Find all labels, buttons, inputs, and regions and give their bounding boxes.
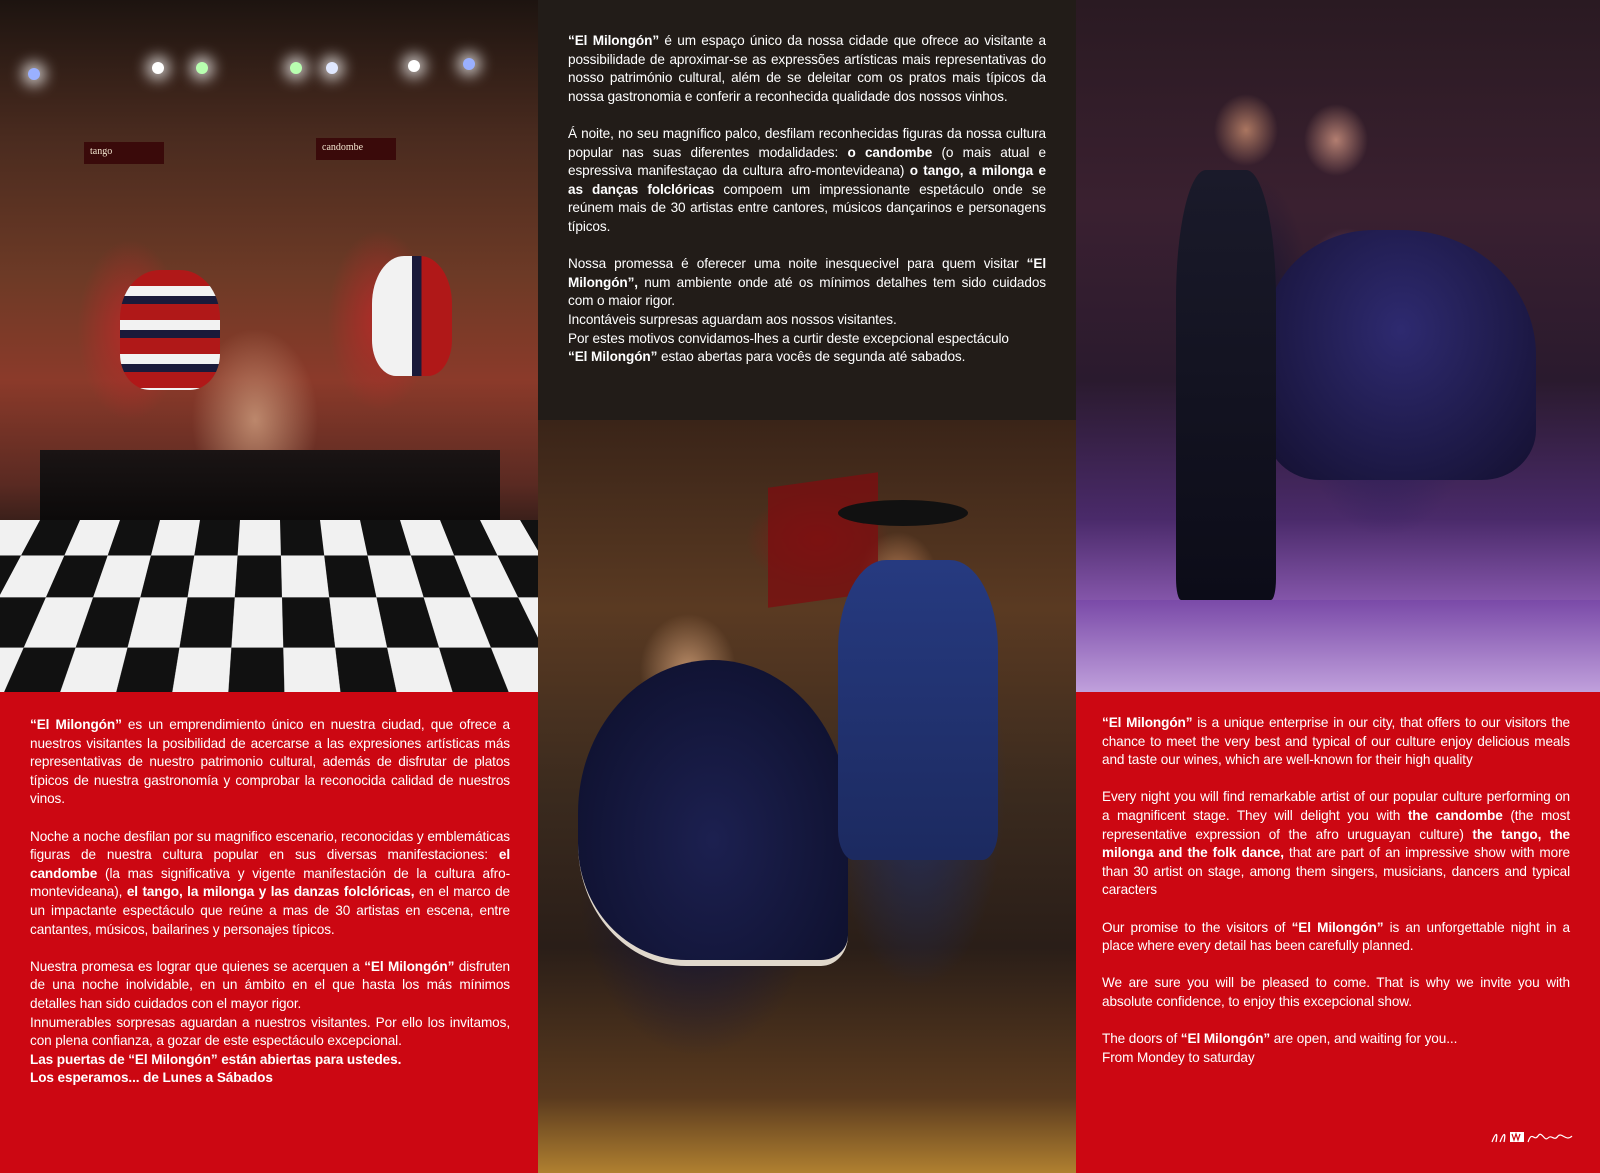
paragraph-text: (the most representative expression of the afro uruguayan culture) [1102, 807, 1571, 842]
brand-name: “El Milongón” [568, 349, 658, 365]
paragraph-text: Á noite, no seu magnífico palco, desfilam reconhecidas figuras da nossa cultura popular nas suas diferentes modalidades: [568, 125, 1046, 160]
paragraph-text: estao abertas para vocês de segunda até sabados. [657, 349, 966, 365]
stage-light [152, 62, 164, 74]
paragraph-text: Innumerables sorpresas aguardan a nuestros visitantes. Por ello los invitamos, con plena confianza, a gozar de este espectáculo excepcional. [30, 1014, 510, 1049]
paragraph-text: disfruten de una noche inolvidable, en un ámbito en el que hasta los más mínimos detalles han sido cuidados con el mayor rigor. [30, 958, 510, 1011]
highlight-text: el tango, la milonga y las danzas folclóricas, [126, 884, 415, 900]
paragraph-text: num ambiente onde até os mínimos detalhes tem sido cuidados com o maior rigor. [568, 274, 1046, 309]
brand-name: “El Milongón” [30, 717, 122, 732]
paragraph-text: en el marco de un impactante espectáculo que reúne a mas de 30 artistas en escena, entre cantantes, músicos, bailarines y personajes típicos. [30, 884, 510, 937]
brand-name: “El Milongón” [364, 958, 455, 974]
tango-dress [1266, 230, 1536, 480]
tango-photo [1076, 0, 1600, 692]
checkered-floor [0, 520, 538, 692]
brand-name: “El Milongón” [1180, 1031, 1271, 1047]
paragraph-text: Por estes motivos convidamos-lhes a curtir deste excepcional espectáculo [568, 330, 1009, 346]
paragraph-text: Every night you will find remarkable artist of our popular culture performing on a magnificent stage. They will delight you with [1102, 789, 1570, 823]
paragraph-text: is a unique enterprise in our city, that offers to our visitors the chance to meet the very best and typical of our culture enjoy delicious meals and taste our wines, which are well-known for their high quality [1102, 715, 1570, 768]
paragraph-text: is an unforgettable night in a place where every detail has been carefully planned. [1102, 919, 1571, 954]
tango-dancer-man [1176, 170, 1276, 600]
brand-name: “El Milongón” [568, 33, 660, 48]
paragraph-text: (la mas significativa y vigente manifestación de la cultura afro-montevideana), [30, 865, 510, 900]
gaucho-dancer [838, 560, 998, 860]
paragraph-text: (o mais atual e espressiva manifestaçao da cultura afro-montevideana) [568, 144, 1047, 179]
stage-light [408, 60, 420, 72]
tango-sign-text: tango [90, 146, 113, 157]
el-milongon-logo [1488, 1126, 1578, 1148]
highlight-text: the candombe [1407, 807, 1503, 823]
highlight-text: the tango, the milonga and the folk dance, [1102, 826, 1570, 861]
stage-light [290, 62, 302, 74]
portuguese-text [568, 32, 1046, 367]
brand-name: “El Milongón” [1102, 715, 1193, 730]
closing-line: Las puertas de “El Milongón” están abiertas para ustedes. [30, 1051, 402, 1067]
english-text-panel [1076, 692, 1600, 1173]
gaucho-hat [838, 500, 968, 526]
candombe-photo [0, 0, 538, 692]
brand-name: “El Milongón” [1291, 919, 1384, 935]
paragraph-text: From Mondey to saturday [1102, 1049, 1255, 1065]
spanish-text [30, 716, 510, 1088]
closing-line: Los esperamos... de Lunes a Sábados [30, 1070, 273, 1086]
highlight-text: o candombe [847, 144, 933, 160]
paragraph-text: Incontáveis surpresas aguardam aos nossos visitantes. [568, 311, 897, 327]
paragraph-text: é um espaço único da nossa cidade que ofrece ao visitante a possibilidade de aproximar-se as expressões artísticas mais representativas do nosso património cultural, além de se deleitar com os pratos mais típicos da nossa gastronomia e conferir a reconhecida qualidade dos nossos vinhos. [568, 33, 1046, 104]
stage-steps [40, 450, 500, 520]
paragraph-text: Noche a noche desfilan por su magnifico escenario, reconocidas y emblemáticas figuras de nuestra cultura popular en sus diversas manifestaciones: [30, 828, 510, 863]
stage-floor [1076, 600, 1600, 692]
highlight-text: o tango, a milonga e as danças folclóricas [568, 163, 1046, 197]
dancer-skirt [578, 660, 848, 966]
highlight-text: el candombe [30, 847, 510, 881]
paragraph-text: We are sure you will be pleased to come. That is why we invite you with absolute confidence, to enjoy this excepcional show. [1102, 975, 1570, 1009]
stage-light [326, 62, 338, 74]
paragraph-text: The doors of [1102, 1031, 1181, 1047]
paragraph-text: Nuestra promesa es lograr que quienes se acerquen a [30, 958, 365, 974]
stage-light [463, 58, 475, 70]
english-text [1102, 714, 1570, 1067]
tango-sign [84, 142, 164, 164]
paragraph-text: Nossa promessa é oferecer uma noite inesquecivel para quem visitar [568, 256, 1027, 272]
paragraph-text: are open, and waiting for you... [1270, 1031, 1458, 1047]
paragraph-text: compoem um impressionante espetáculo onde se reúnem mais de 30 artistas entre cantores, músicos dançarinos e personagens típicos. [568, 181, 1046, 234]
brand-name: “El Milongón”, [568, 256, 1046, 290]
candombe-sign [316, 138, 396, 160]
folk-dance-photo [538, 420, 1076, 1173]
candombe-drum [372, 256, 452, 376]
paragraph-text: that are part of an impressive show with more than 30 artist on stage, among them singers, musicians, dancers and typical caracters [1102, 845, 1571, 898]
paragraph-text: es un emprendimiento único en nuestra ciudad, que ofrece a nuestros visitantes la posibilidad de acercarse a las expresiones artísticas más representativas de nuestro patrimonio cultural, además de disfrutar de platos típicos de nuestra gastronomía y comprobar la reconocida calidad de nuestros vinos. [30, 717, 511, 807]
stage-light [196, 62, 208, 74]
stage-light [28, 68, 40, 80]
paragraph-text: Our promise to the visitors of [1102, 919, 1292, 935]
portuguese-text-panel [538, 0, 1076, 420]
spanish-text-panel [0, 692, 538, 1173]
candombe-drum [120, 270, 220, 390]
candombe-sign-text: candombe [322, 142, 364, 153]
